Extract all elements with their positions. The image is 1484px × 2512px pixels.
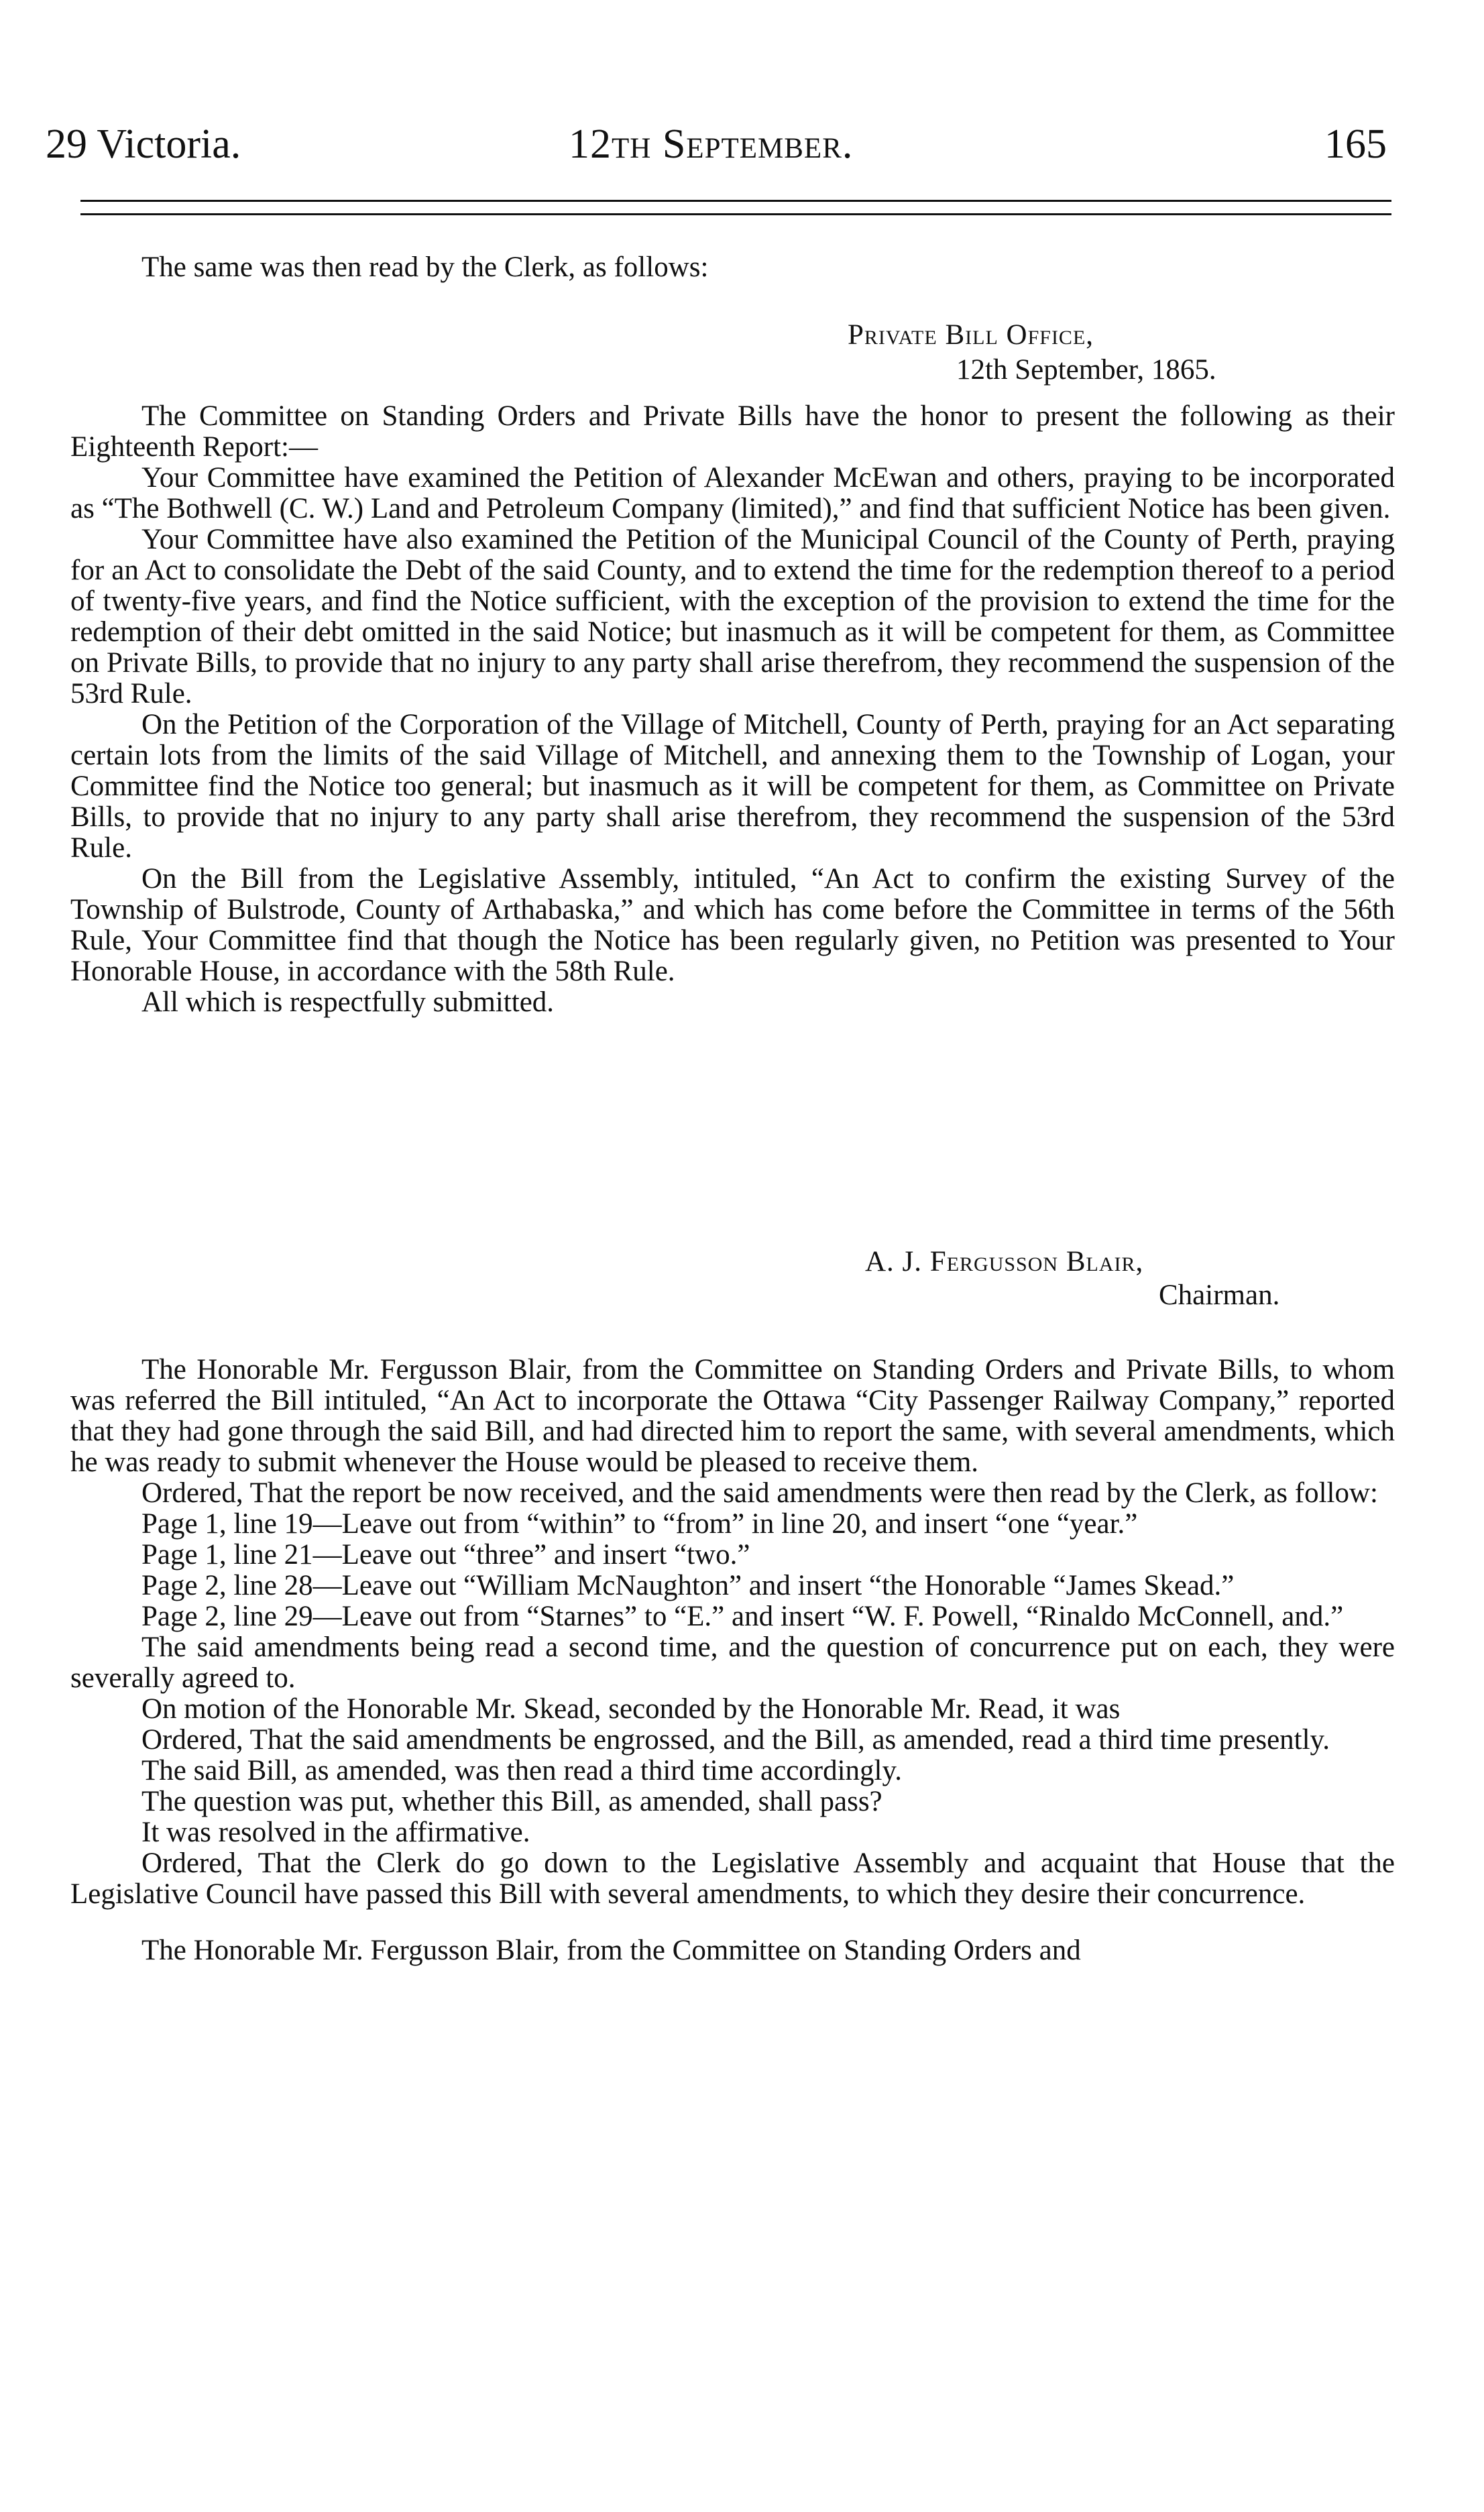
amendment-item: Page 2, line 29—Leave out from “Starnes” to “E.” and insert “W. F. Powell, “Rinaldo McConnell, and.” bbox=[141, 1601, 1344, 1632]
report-date: 12th September, 1865. bbox=[956, 354, 1216, 386]
amendment-item: Page 1, line 19—Leave out from “within” to “from” in line 20, and insert “one “year.” bbox=[141, 1508, 1138, 1540]
report-paragraph: On the Petition of the Corporation of the Village of Mitchell, County of Perth, praying for an Act separating certain lots from the limits of the said Village of Mitchell, and annexing them to the Township of Logan, your Committee find the Notice too general; but inasmuch as it will be competent for them, as Committee on Private Bills, to provide that no injury to any party shall arise therefrom, they recommend the suspension of the 53rd Rule. bbox=[70, 709, 1395, 864]
header-rule-top bbox=[80, 200, 1391, 202]
body-paragraph: Ordered, That the report be now received, and the said amendments were then read by the Clerk, as follow: bbox=[141, 1477, 1378, 1509]
body-paragraph: Ordered, That the said amendments be engrossed, and the Bill, as amended, read a third time presently. bbox=[141, 1724, 1330, 1756]
report-body bbox=[70, 401, 1395, 1018]
intro-line bbox=[70, 252, 1395, 283]
report-paragraph: Your Committee have also examined the Petition of the Municipal Council of the County of Perth, praying for an Act to consolidate the Debt of the said County, and to extend the time for the redemption thereof to a period of twenty-five years, and find the Notice sufficient, with the exception of the provision to extend the time for the redemption of their debt omitted in the said Notice; but inasmuch as it will be competent for them, as Committee on Private Bills, to provide that no injury to any party shall arise therefrom, they recommend the suspension of the 53rd Rule. bbox=[70, 524, 1395, 709]
signature-title: Chairman. bbox=[1159, 1279, 1280, 1311]
body-paragraph-continued: The Honorable Mr. Fergusson Blair, from the Committee on Standing Orders and bbox=[141, 1935, 1081, 1966]
page-header bbox=[46, 107, 1387, 168]
body-paragraph: On motion of the Honorable Mr. Skead, seconded by the Honorable Mr. Read, it was bbox=[141, 1693, 1121, 1725]
body-paragraph: It was resolved in the affirmative. bbox=[141, 1817, 530, 1848]
body-paragraph: The question was put, whether this Bill, as amended, shall pass? bbox=[141, 1786, 882, 1817]
report-paragraph: Your Committee have examined the Petition of Alexander McEwan and others, praying to be incorporated as “The Bothwell (C. W.) Land and Petroleum Company (limited),” and find that sufficient Notice has been given. bbox=[70, 462, 1395, 524]
header-page-number: 165 bbox=[1324, 121, 1387, 167]
signature-name: A. J. Fergusson Blair, bbox=[865, 1246, 1144, 1277]
proceedings-body bbox=[70, 1355, 1395, 1966]
amendment-item: Page 1, line 21—Leave out “three” and insert “two.” bbox=[141, 1539, 750, 1571]
body-paragraph: The said amendments being read a second time, and the question of concurrence put on each, they were severally agreed to. bbox=[70, 1632, 1395, 1694]
body-paragraph: Ordered, That the Clerk do go down to the Legislative Assembly and acquaint that House that the Legislative Council have passed this Bill with several amendments, to which they desire their concurrence. bbox=[70, 1847, 1395, 1910]
intro-text: The same was then read by the Clerk, as follows: bbox=[141, 251, 709, 283]
header-session: 29 Victoria. bbox=[46, 121, 241, 167]
body-paragraph: The said Bill, as amended, was then read a third time accordingly. bbox=[141, 1755, 902, 1786]
body-paragraph: The Honorable Mr. Fergusson Blair, from the Committee on Standing Orders and Private Bills, to whom was referred the Bill intituled, “An Act to incorporate the Ottawa “City Passenger Railway Company,” reported that they had gone through the said Bill, and had directed him to report the same, with several amendments, which he was ready to submit whenever the House would be pleased to receive them. bbox=[70, 1354, 1395, 1478]
header-date: 12th September. bbox=[569, 121, 854, 167]
report-paragraph: On the Bill from the Legislative Assembly, intituled, “An Act to confirm the existing Survey of the Township of Bulstrode, County of Arthabaska,” and which has come before the Committee in terms of the 56th Rule, Your Committee find that though the Notice has been regularly given, no Petition was presented to Your Honorable House, in accordance with the 58th Rule. bbox=[70, 863, 1395, 987]
report-paragraph: The Committee on Standing Orders and Private Bills have the honor to present the following as their Eighteenth Report:— bbox=[70, 400, 1395, 463]
amendment-item: Page 2, line 28—Leave out “William McNaughton” and insert “the Honorable “James Skead.” bbox=[141, 1570, 1235, 1601]
report-office: Private Bill Office, bbox=[848, 319, 1094, 351]
report-paragraph: All which is respectfully submitted. bbox=[141, 986, 555, 1018]
header-rule-bottom bbox=[80, 213, 1391, 215]
